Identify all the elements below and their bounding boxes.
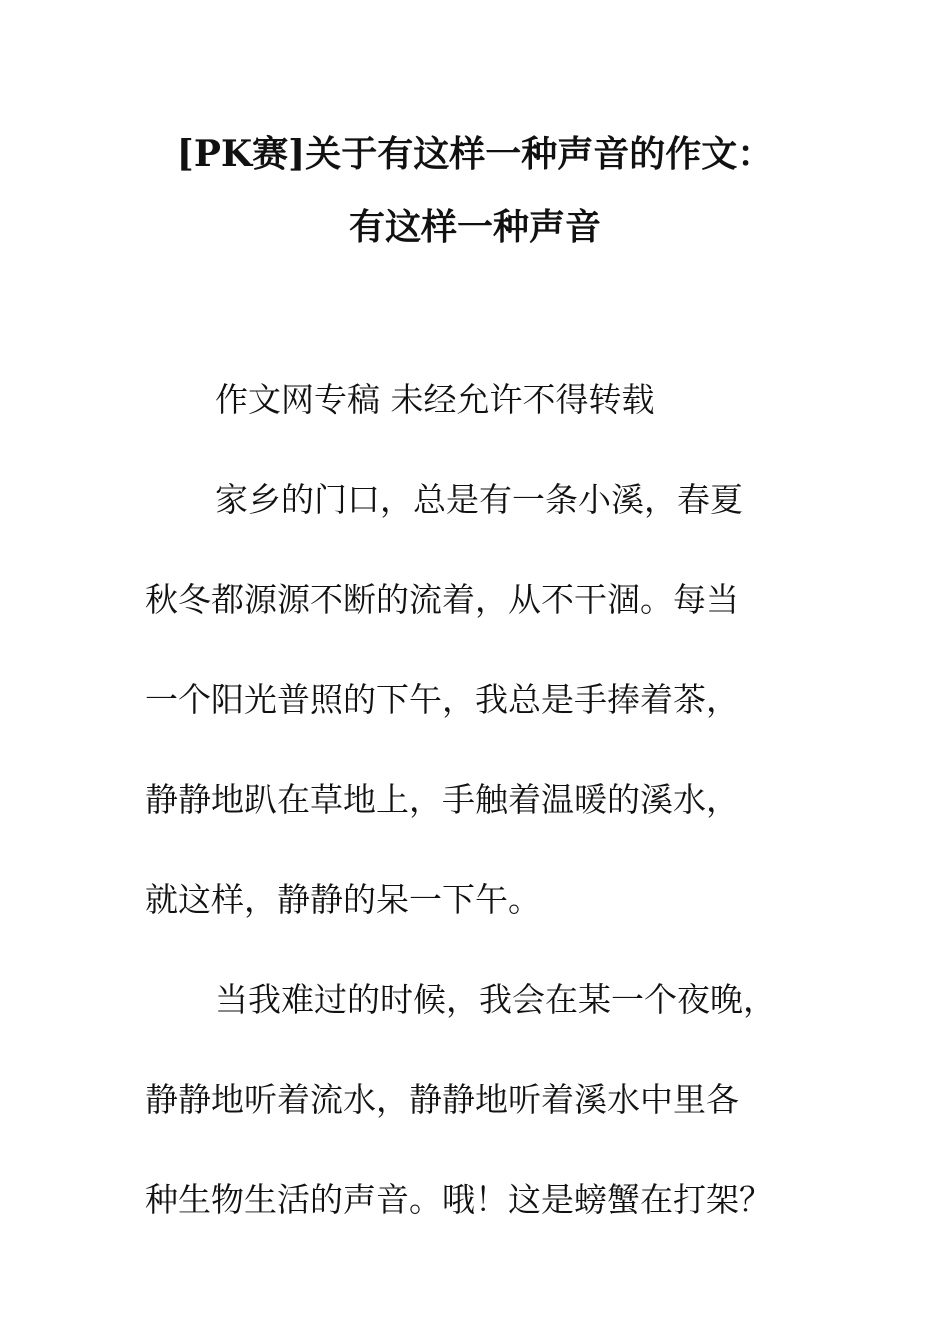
paragraph-line: 就这样，静静的呆一下午。 — [145, 880, 541, 919]
paragraph-line: 一个阳光普照的下午，我总是手捧着茶， — [145, 680, 739, 719]
paragraph-line: 种生物生活的声音。哦！这是螃蟹在打架？ — [145, 1180, 772, 1219]
paragraph-line: 秋冬都源源不断的流着，从不干涸。每当 — [145, 580, 739, 619]
paragraph-line: 静静地趴在草地上，手触着温暖的溪水， — [145, 780, 739, 819]
document-title-line1: [PK赛]关于有这样一种声音的作文： — [176, 133, 774, 175]
byline: 作文网专稿 未经允许不得转载 — [215, 380, 655, 419]
paragraph-line: 静静地听着流水，静静地听着溪水中里各 — [145, 1080, 739, 1119]
document-title-line2: 有这样一种声音 — [348, 206, 601, 248]
paragraph-line: 当我难过的时候，我会在某一个夜晚， — [215, 980, 776, 1019]
paragraph-line: 家乡的门口，总是有一条小溪，春夏 — [215, 480, 743, 519]
